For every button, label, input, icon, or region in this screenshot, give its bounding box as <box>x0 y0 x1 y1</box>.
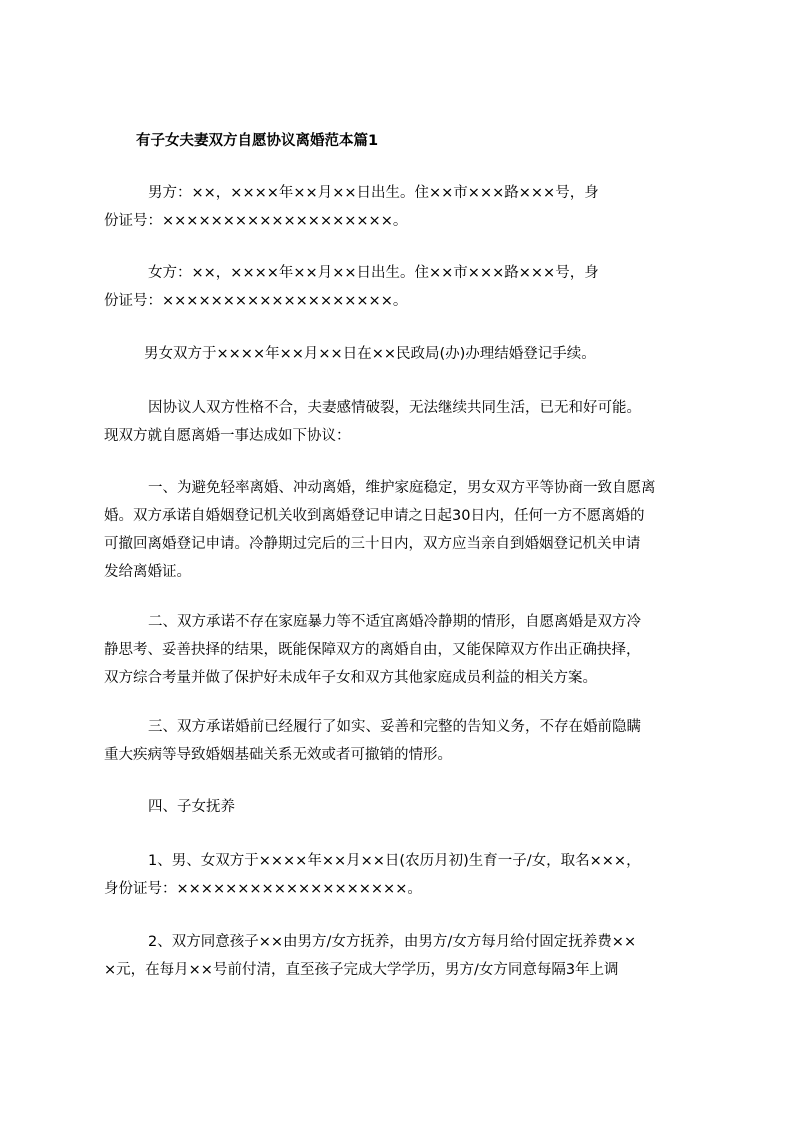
paragraph-line: 现双方就自愿离婚一事达成如下协议： <box>104 428 351 444</box>
paragraph-line: 静思考、妥善抉择的结果，既能保障双方的离婚自由，又能保障双方作出正确抉择， <box>104 642 641 658</box>
paragraph-line: ×元，在每月××号前付清，直至孩子完成大学学历，男方/女方同意每隔3年上调 <box>104 962 619 978</box>
paragraph-line: 份证号：×××××××××××××××××××。 <box>104 293 408 309</box>
paragraph-line: 三、双方承诺婚前已经履行了如实、妥善和完整的告知义务，不存在婚前隐瞒 <box>148 719 641 735</box>
document-title: 有子女夫妻双方自愿协议离婚范本篇1 <box>136 133 379 149</box>
paragraph-clause-4-2 <box>104 928 714 984</box>
paragraph-line: 2、双方同意孩子××由男方/女方抚养，由男方/女方每月给付固定抚养费×× <box>148 934 637 950</box>
paragraph-line: 四、子女抚养 <box>148 799 235 815</box>
paragraph-line: 男方：××，××××年××月××日出生。住××市×××路×××号，身 <box>148 185 599 201</box>
paragraph-line: 发给离婚证。 <box>104 564 191 580</box>
paragraph-marriage <box>104 340 714 368</box>
paragraph-reason <box>104 394 714 450</box>
paragraph-line: 一、为避免轻率离婚、冲动离婚，维护家庭稳定，男女双方平等协商一致自愿离 <box>148 480 656 496</box>
paragraph-clause-2 <box>104 608 714 692</box>
paragraph-clause-1 <box>104 474 714 586</box>
paragraph-line: 份证号：×××××××××××××××××××。 <box>104 213 408 229</box>
paragraph-clause-4-1 <box>104 847 714 903</box>
paragraph-line: 因协议人双方性格不合，夫妻感情破裂，无法继续共同生活，已无和好可能。 <box>148 400 641 416</box>
paragraph-man <box>104 179 714 235</box>
paragraph-clause-4 <box>104 793 714 821</box>
paragraph-line: 重大疾病等导致婚姻基础关系无效或者可撤销的情形。 <box>104 747 452 763</box>
paragraph-line: 婚。双方承诺自婚姻登记机关收到离婚登记申请之日起30日内，任何一方不愿离婚的 <box>104 508 645 524</box>
paragraph-line: 1、男、女双方于××××年××月××日(农历月初)生育一子/女，取名×××， <box>148 853 641 869</box>
paragraph-clause-3 <box>104 713 714 769</box>
paragraph-line: 身份证号：×××××××××××××××××××。 <box>104 881 422 897</box>
paragraph-line: 双方综合考量并做了保护好未成年子女和双方其他家庭成员利益的相关方案。 <box>104 670 597 686</box>
paragraph-line: 女方：××，××××年××月××日出生。住××市×××路×××号，身 <box>148 265 599 281</box>
paragraph-woman <box>104 259 714 315</box>
paragraph-line: 可撤回离婚登记申请。冷静期过完后的三十日内，双方应当亲自到婚姻登记机关申请 <box>104 536 641 552</box>
paragraph-line: 男女双方于××××年××月××日在××民政局(办)办理结婚登记手续。 <box>144 346 596 362</box>
paragraph-line: 二、双方承诺不存在家庭暴力等不适宜离婚冷静期的情形，自愿离婚是双方冷 <box>148 614 641 630</box>
